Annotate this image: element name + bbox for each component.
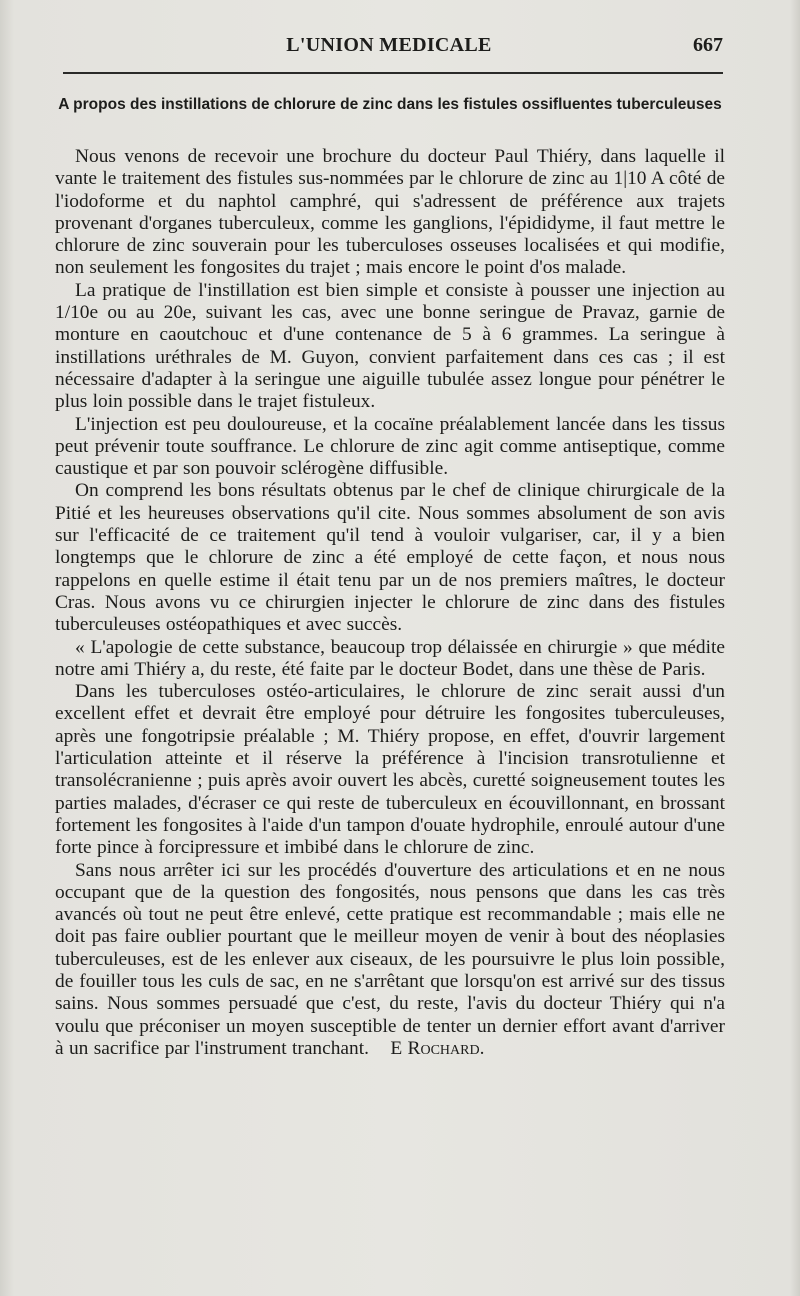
paragraph: Nous venons de recevoir une brochure du docteur Paul Thiéry, dans laquelle il vante le traitement des fistules sus-nommées par le chlorure de zinc au 1|10 A côté de l'iodoforme et du naphtol camphré, qui s'adressent de préférence aux trajets provenant d'organes tuberculeux, comme les ganglions, l'épididyme, il faut mettre le chlorure de zinc souverain pour les tuberculoses osseuses localisées et qui modifie, non seulement les fongosites du trajet ; mais encore le point d'os malade. (55, 146, 725, 279)
paragraph: On comprend les bons résultats obtenus par le chef de clinique chirurgicale de la Pitié et les heureuses observations qu'il cite. Nous sommes absolument de son avis sur l'efficacité de ce traitement qu'il tend à vouloir vulgariser, car, il y a bien longtemps que le chlorure de zinc a été employé de cette façon, et nous nous rappelons en quelle estime il était tenu par un de nos premiers maîtres, le docteur Cras. Nous avons vu ce chirurgien injecter le chlorure de zinc dans des fistules tuberculeuses ostéopathiques et avec succès. (55, 480, 725, 636)
journal-title: L'UNION MEDICALE (286, 34, 492, 56)
page-number: 667 (693, 34, 723, 56)
paragraph: L'injection est peu douloureuse, et la cocaïne préalablement lancée dans les tissus peut prévenir toute souffrance. Le chlorure de zinc agit comme antiseptique, comme caustique et par son pouvoir sclérogène diffusible. (55, 413, 725, 480)
header-rule (63, 72, 723, 74)
article-title: A propos des instillations de chlorure de zinc dans les fistules ossifluentes tuberculeuses (58, 96, 722, 113)
paragraph-text: Sans nous arrêter ici sur les procédés d'ouverture des articulations et en ne nous occupant que de la question des fongosités, nous pensons que dans les cas très avancés où tout ne peut être enlevé, cette pratique est recommandable ; mais elle ne doit pas faire oublier pourtant que le meilleur moyen de venir à bout des néoplasies tuberculeuses, est de les enlever aux ciseaux, de les poursuivre le plus loin possible, de fouiller tous les culs de sac, en ne s'arrêtant que lorsqu'on est arrivé sur des tissus sains. Nous sommes persuadé que c'est, du reste, l'avis du docteur Thiéry qui n'a voulu que préconiser un moyen susceptible de tenter un dernier effort avant d'arriver à un sacrifice par l'instrument tranchant. (55, 859, 725, 1059)
paragraph-last (55, 860, 725, 1061)
paragraph: « L'apologie de cette substance, beaucoup trop délaissée en chirurgie » que médite notre ami Thiéry a, du reste, été faite par le docteur Bodet, dans une thèse de Paris. (55, 636, 725, 680)
paragraph: Dans les tuberculoses ostéo-articulaires, le chlorure de zinc serait aussi d'un excellent effet et devrait être employé pour détruire les fongosites tuberculeuses, après une fongotripsie préalable ; M. Thiéry propose, en effet, d'ouvrir largement l'articulation atteinte et il réserve la préférence à l'incision transrotulienne et transolécranienne ; puis après avoir ouvert les abcès, curetté soigneusement toutes les parties malades, d'écraser ce qui reste de tuberculeux en écouvillonnant, en brossant fortement les fongosites à l'aide d'un tampon d'ouate hydrophile, enroulé autour d'une forte pince à forcipressure et imbibé dans le chlorure de zinc. (55, 681, 725, 859)
article-body (55, 146, 725, 1060)
running-header (55, 34, 723, 74)
paragraph: La pratique de l'instillation est bien simple et consiste à pousser une injection au 1/10e ou au 20e, suivant les cas, avec une bonne seringue de Pravaz, garnie de monture en caoutchouc et d'une contenance de 5 à 6 grammes. La seringue à instillations uréthrales de M. Guyon, convient parfaitement dans ces cas ; il est nécessaire d'adapter à la seringue une aiguille tubulée assez longue pour pénétrer le plus loin possible dans le trajet fistuleux. (55, 279, 725, 413)
signature: E Rochard. (390, 1037, 485, 1059)
